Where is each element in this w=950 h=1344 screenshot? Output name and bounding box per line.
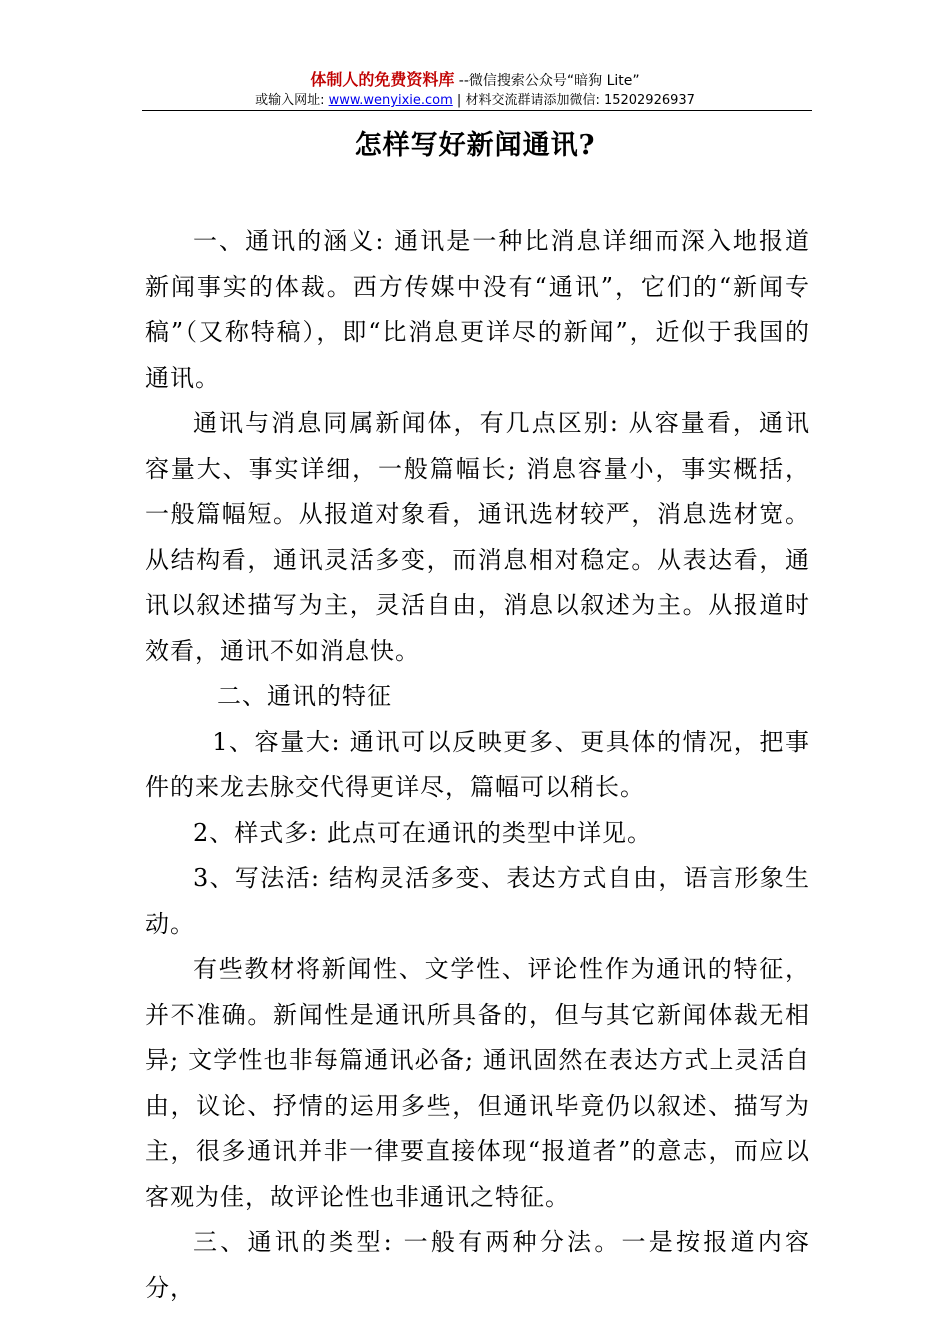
section-heading-features: 二、通讯的特征 <box>217 682 392 710</box>
page-header <box>0 70 950 111</box>
header-line-brand <box>0 70 950 91</box>
paragraph-definition: 一、通讯的涵义: 通讯是一种比消息详细而深入地报道新闻事实的体裁。西方传媒中没有“通讯”，它们的“新闻专稿”（又称特稿），即“比消息更详尽的新闻”，近似于我国的通讯。 <box>145 227 810 392</box>
paragraph-feature-styles: 2、样式多: 此点可在通讯的类型中详见。 <box>193 818 652 847</box>
paragraph-differences: 通讯与消息同属新闻体，有几点区别: 从容量看，通讯容量大、事实详细，一般篇幅长; 消息容量小，事实概括，一般篇幅短。从报道对象看，通讯选材较严，消息选材宽。从结构看，通讯灵活多变，而消息相对稳定。从表达看，通讯以叙述描写为主，灵活自由，消息以叙述为主。从报道时效看，通讯不如消息快。 <box>145 409 810 665</box>
header-url-link[interactable]: www.wenyixie.com <box>328 93 453 108</box>
header-brand: 体制人的免费资料库 <box>310 70 455 89</box>
header-contact-suffix: | 材料交流群请添加微信: 15202926937 <box>452 93 695 108</box>
header-divider <box>142 110 812 111</box>
document-body <box>145 219 810 1311</box>
paragraph-feature-discussion: 有些教材将新闻性、文学性、评论性作为通讯的特征，并不准确。新闻性是通讯所具备的，但与其它新闻体裁无相异; 文学性也非每篇通讯必备; 通讯固然在表达方式上灵活自由，议论、抒情的运用多些，但通讯毕竟仍以叙述、描写为主，很多通讯并非一律要直接体现“报道者”的意志，而应以客观为佳，故评论性也非通讯之特征。 <box>145 955 810 1211</box>
header-url-prefix: 或输入网址: <box>255 93 329 108</box>
paragraph-feature-capacity: 1、容量大: 通讯可以反映更多、更具体的情况，把事件的来龙去脉交代得更详尽，篇幅可以稍长。 <box>145 727 810 801</box>
header-line-contact <box>0 91 950 111</box>
document-title: 怎样写好新闻通讯? <box>354 130 596 161</box>
paragraph-types: 三、通讯的类型: 一般有两种分法。一是按报道内容分， <box>145 1228 810 1302</box>
header-tagline: --微信搜索公众号“暗狗 Lite” <box>454 73 640 89</box>
paragraph-feature-writing: 3、写法活: 结构灵活多变、表达方式自由，语言形象生动。 <box>145 864 810 938</box>
